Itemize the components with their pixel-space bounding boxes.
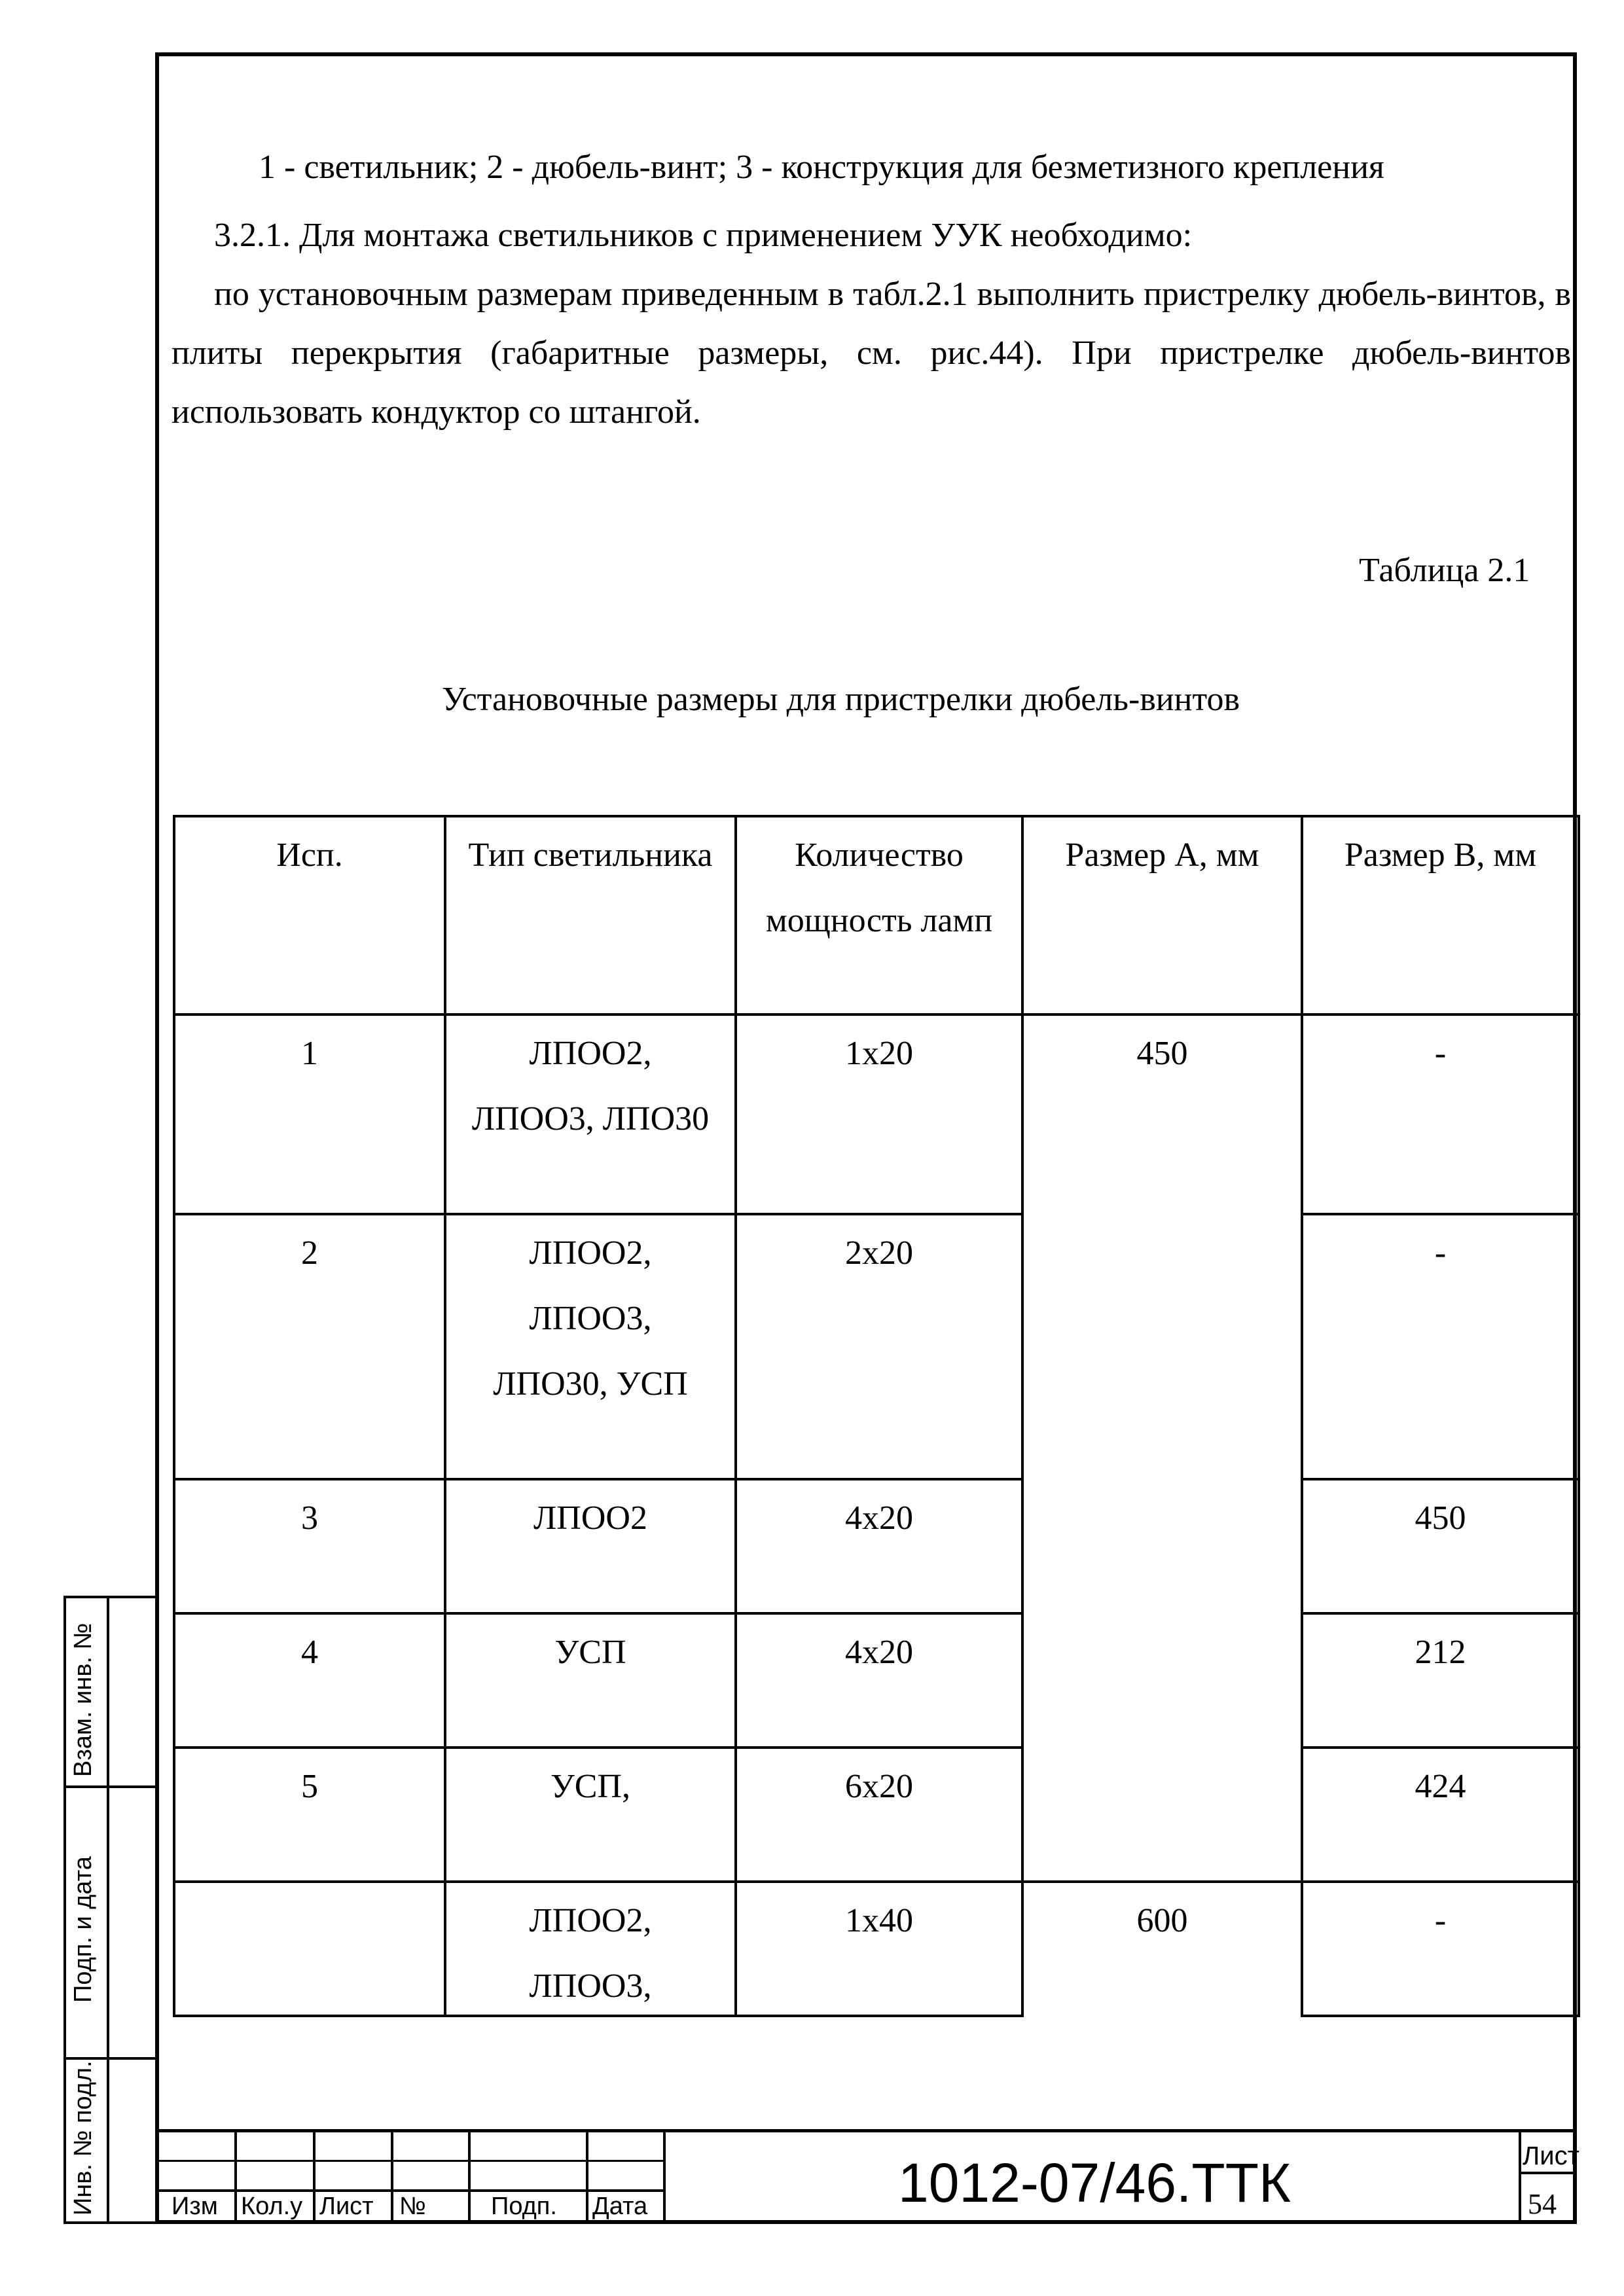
title-block-line [1519,2172,1577,2174]
row-6-type-line-1: ЛПОО2, [529,1902,652,1939]
header-isp-text: Исп. [276,836,343,874]
row-6-count: 1х40 [845,1902,913,1939]
header-size-a [1024,817,1301,888]
row-1-isp: 1 [301,1035,318,1072]
stamp-line [63,2221,157,2224]
row-6-type [446,1883,734,2019]
table-border-right [1578,815,1580,2017]
col-podp: Подп. [491,2193,557,2220]
row-2-isp: 2 [301,1234,318,1272]
title-block-line [313,2129,316,2224]
col-list: Лист [319,2193,374,2220]
row-2-count: 2х20 [845,1234,913,1272]
row-4-isp: 4 [301,1634,318,1671]
row-5-isp: 5 [301,1768,318,1805]
stamp-sign-date: Подп. и дата [69,1856,97,2003]
col-num: № [399,2193,426,2220]
row-5-count: 6х20 [845,1768,913,1805]
row-1-type-line-1: ЛПОО2, [529,1035,652,1072]
stamp-line [63,1785,157,1788]
sheet-label: Лист [1523,2142,1579,2170]
body-paragraph: по установочным размерам приведенным в табл.2.1 выполнить пристрелку дюбель-винтов, в плиты перекрытия (габаритные размеры, см. рис.44). При пристрелке дюбель-винтов использовать кондуктор со штангой. [171,276,1571,431]
table-border-bottom [1301,2015,1580,2017]
header-count-line-2: мощность ламп [765,902,993,939]
row-2-type-line-3: ЛПО30, УСП [493,1365,688,1403]
row-6-size-a: 600 [1136,1902,1188,1939]
header-size-b-text: Размер В, мм [1344,836,1537,874]
row-2-type-line-2: ЛПОО3, [529,1300,652,1337]
stamp-line [107,1596,109,2224]
figure-caption: 1 - светильник; 2 - дюбель-винт; 3 - конструкция для безметизного крепления [259,149,1384,186]
table-border-left [173,815,175,2017]
sheet-number: 54 [1528,2188,1557,2220]
stamp-inv-original: Инв. № подл. [69,2060,97,2215]
row-3-size-b: 450 [1415,1499,1466,1537]
table-col-divider [734,815,737,2017]
header-size-b [1303,817,1578,888]
col-izm: Изм [171,2193,218,2220]
header-type [446,817,734,888]
header-count-line-1: Количество [795,836,964,874]
title-block-line [663,2129,666,2224]
row-1-type [446,1016,734,1152]
title-block-line [234,2129,237,2224]
header-size-a-text: Размер А, мм [1065,836,1259,874]
document-code: 1012-07/46.ТТК [898,2152,1291,2214]
table-title: Установочные размеры для пристрелки дюбель-винтов [442,681,1240,718]
row-2-type [446,1215,734,1417]
stamp-line [63,1596,157,1598]
table-col-divider [1021,815,1024,2017]
row-6-type-line-2: ЛПОО3, [529,1967,652,2005]
header-count [737,817,1021,954]
title-block-line [155,2160,666,2162]
row-1-type-line-2: ЛПОО3, ЛПО30 [471,1100,710,1138]
stamp-line [63,2057,157,2060]
row-5-type: УСП, [550,1768,631,1805]
title-block-top-line [155,2129,1577,2132]
row-6-size-b: - [1434,1902,1447,1939]
row-1-size-b: - [1434,1035,1447,1072]
section-heading: 3.2.1. Для монтажа светильников с применением УУК необходимо: [214,217,1193,254]
row-3-isp: 3 [301,1499,318,1537]
title-block-line [468,2129,471,2224]
header-type-text: Тип светильника [468,836,713,874]
row-2-size-b: - [1434,1234,1447,1272]
row-6-isp [175,1883,444,1888]
title-block-line [391,2129,393,2224]
row-3-type: ЛПОО2 [533,1499,647,1537]
rows-1-5-size-a: 450 [1136,1035,1188,1072]
table-col-divider [1301,815,1303,2017]
row-2-type-line-1: ЛПОО2, [529,1234,652,1272]
table-label: Таблица 2.1 [1359,552,1530,589]
stamp-replaced-inv: Взам. инв. № [69,1623,97,1777]
row-4-type: УСП [554,1634,626,1671]
row-3-count: 4х20 [845,1499,913,1537]
row-4-size-b: 212 [1415,1634,1466,1671]
row-5-size-b: 424 [1415,1768,1466,1805]
header-isp [175,817,444,888]
stamp-line [63,1596,66,2224]
col-kol: Кол.у [241,2193,303,2220]
title-block-line [586,2129,588,2224]
row-4-count: 4х20 [845,1634,913,1671]
title-block-line [155,2189,666,2192]
col-date: Дата [592,2193,648,2220]
title-block-line [1519,2129,1521,2224]
row-1-count: 1х20 [845,1035,913,1072]
